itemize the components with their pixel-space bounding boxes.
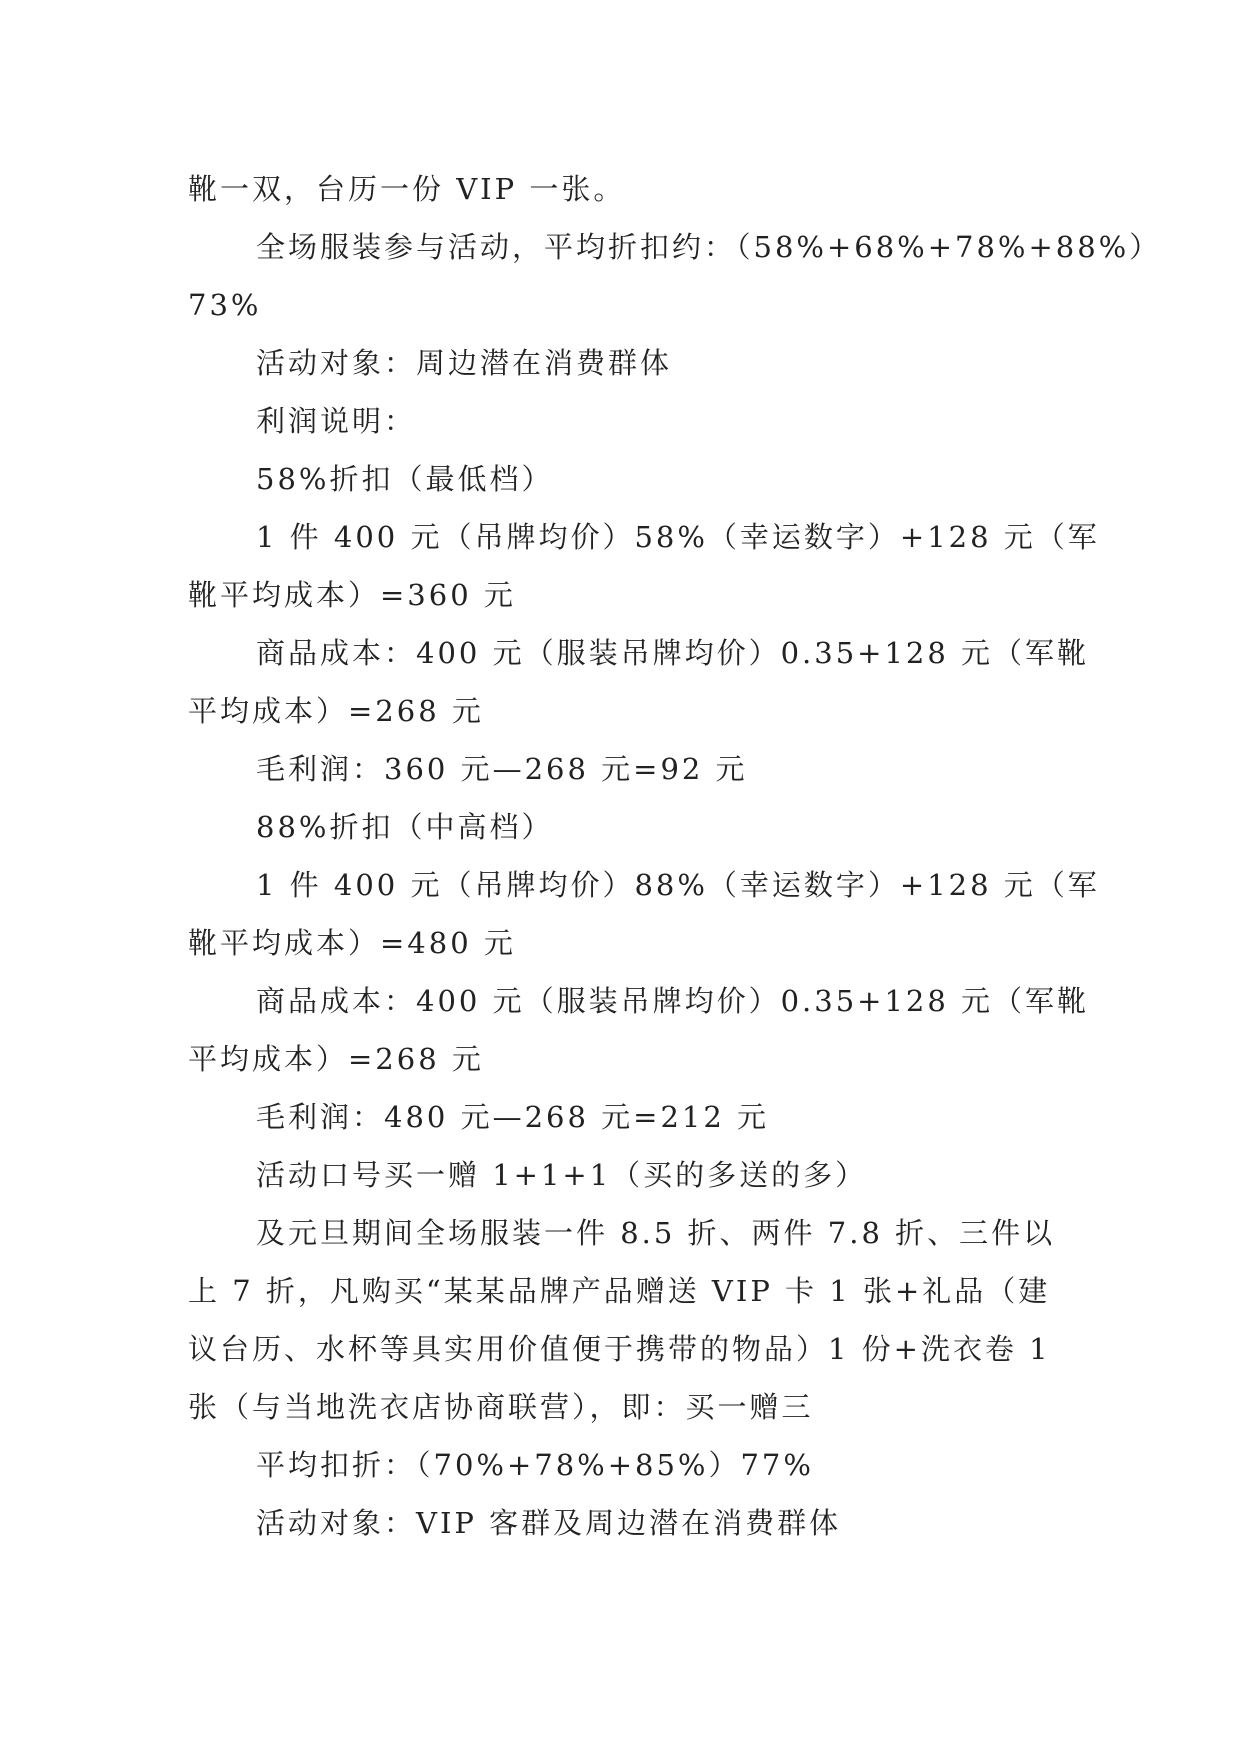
text-line-16: 平均成本）=268 元 bbox=[188, 1042, 484, 1076]
text-line-4: 活动对象：周边潜在消费群体 bbox=[256, 346, 673, 380]
text-line-11: 毛利润：360 元—268 元=92 元 bbox=[256, 752, 748, 786]
text-line-24: 活动对象：VIP 客群及周边潜在消费群体 bbox=[256, 1506, 842, 1540]
text-line-20: 上 7 折，凡购买“某某品牌产品赠送 VIP 卡 1 张+礼品（建 bbox=[188, 1274, 1051, 1308]
text-line-1: 靴一双，台历一份 VIP 一张。 bbox=[188, 172, 626, 206]
text-line-5: 利润说明： bbox=[256, 404, 417, 438]
text-line-12: 88%折扣（中高档） bbox=[256, 810, 554, 844]
text-line-18: 活动口号买一赠 1+1+1（买的多送的多） bbox=[256, 1158, 868, 1192]
text-line-21: 议台历、水杯等具实用价值便于携带的物品）1 份+洗衣卷 1 bbox=[188, 1332, 1051, 1366]
text-line-3: 73% bbox=[188, 288, 262, 322]
text-line-10: 平均成本）=268 元 bbox=[188, 694, 484, 728]
text-line-19: 及元旦期间全场服装一件 8.5 折、两件 7.8 折、三件以 bbox=[256, 1216, 1056, 1250]
text-line-17: 毛利润：480 元—268 元=212 元 bbox=[256, 1100, 770, 1134]
text-line-22: 张（与当地洗衣店协商联营），即：买一赠三 bbox=[188, 1390, 814, 1424]
text-line-7: 1 件 400 元（吊牌均价）58%（幸运数字）+128 元（军 bbox=[256, 520, 1100, 554]
text-line-14: 靴平均成本）=480 元 bbox=[188, 926, 516, 960]
text-line-9: 商品成本：400 元（服装吊牌均价）0.35+128 元（军靴 bbox=[256, 636, 1090, 670]
text-line-6: 58%折扣（最低档） bbox=[256, 462, 554, 496]
document-body bbox=[188, 160, 1162, 1552]
text-line-2: 全场服装参与活动，平均折扣约：（58%+68%+78%+88%） bbox=[256, 230, 1162, 264]
text-line-15: 商品成本：400 元（服装吊牌均价）0.35+128 元（军靴 bbox=[256, 984, 1090, 1018]
text-line-13: 1 件 400 元（吊牌均价）88%（幸运数字）+128 元（军 bbox=[256, 868, 1100, 902]
text-line-23: 平均扣折：（70%+78%+85%）77% bbox=[256, 1448, 814, 1482]
text-line-8: 靴平均成本）=360 元 bbox=[188, 578, 516, 612]
